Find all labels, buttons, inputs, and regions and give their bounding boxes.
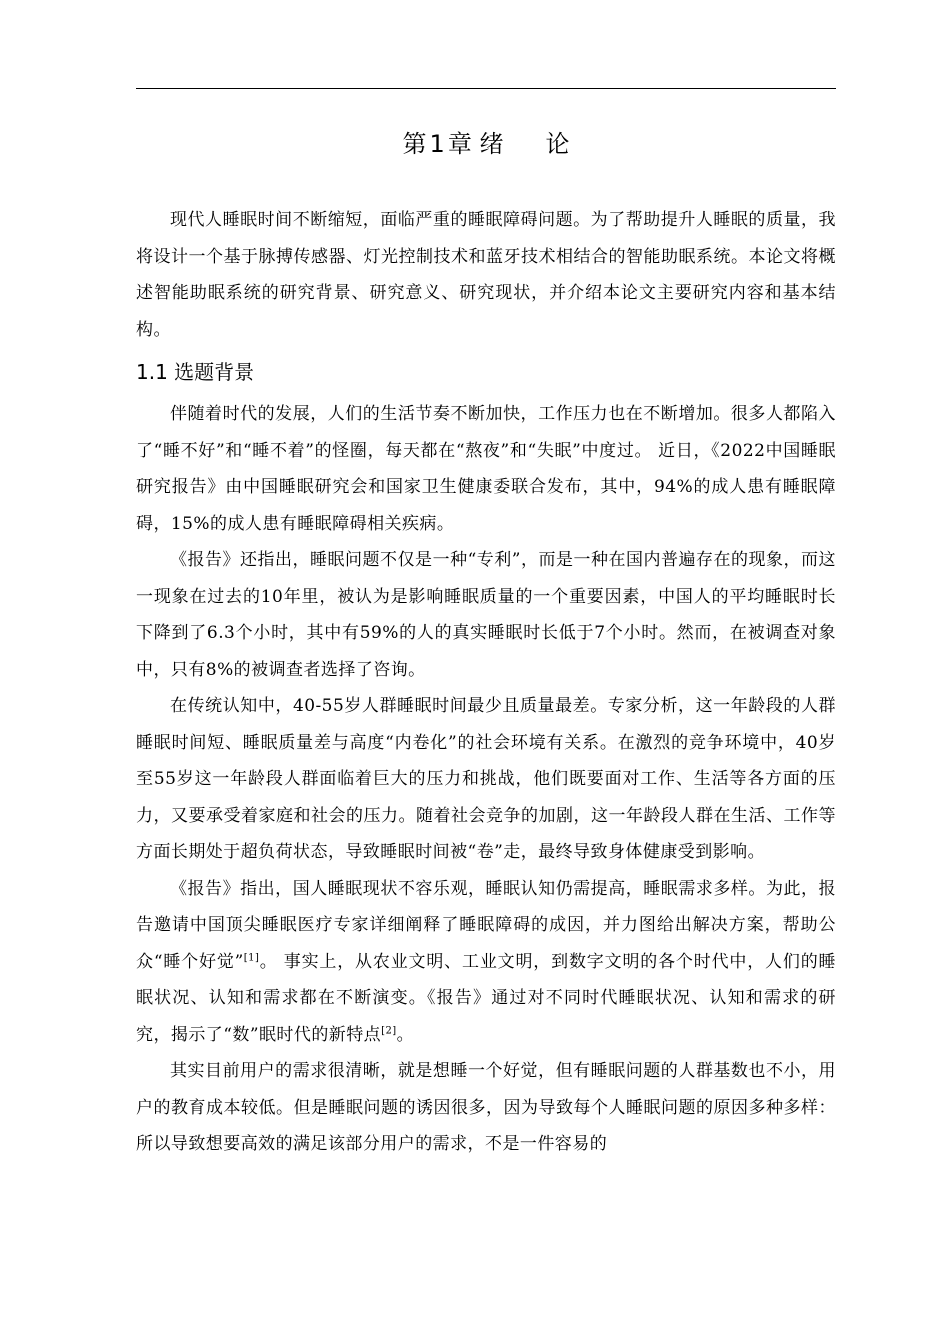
- chapter-number: 1: [429, 130, 445, 158]
- paragraph-4: [136, 871, 836, 1054]
- paragraph-4-part-a: 《报告》指出，国人睡眠现状不容乐观，睡眠认知仍需提高，睡眠需求多样。为此，报告邀请中国顶尖睡眠医疗专家详细阐释了睡眠障碍的成因，并力图给出解决方案，帮助公众“睡个好觉”: [136, 878, 836, 972]
- paragraph-5: 其实目前用户的需求很清晰，就是想睡一个好觉，但有睡眠问题的人群基数也不小，用户的教育成本较低。但是睡眠问题的诱因很多，因为导致每个人睡眠问题的原因多种多样：所以导致想要高效的满足该部分用户的需求，不是一件容易的: [136, 1061, 836, 1154]
- section-heading: [136, 354, 836, 390]
- chapter-suffix: 章: [447, 130, 472, 158]
- paragraph-4-part-c: 。: [396, 1024, 415, 1045]
- header-rule: [136, 88, 836, 89]
- section-number: 1.1: [136, 360, 168, 384]
- paragraph-1: 伴随着时代的发展，人们的生活节奏不断加快，工作压力也在不断增加。很多人都陷入了“睡不好”和“睡不着”的怪圈，每天都在“熬夜”和“失眠”中度过。 近日，《2022中国睡眠研究报告》由中国睡眠研究会和国家卫生健康委联合发布，其中，94%的成人患有睡眠障碍，15%的成人患有睡眠障碍相关疾病。: [136, 404, 836, 534]
- intro-paragraph: 现代人睡眠时间不断缩短，面临严重的睡眠障碍问题。为了帮助提升人睡眠的质量，我将设计一个基于脉搏传感器、灯光控制技术和蓝牙技术相结合的智能助眠系统。本论文将概述智能助眠系统的研究背景、研究意义、研究现状，并介绍本论文主要研究内容和基本结构。: [136, 210, 836, 340]
- paragraph-3: 在传统认知中，40-55岁人群睡眠时间最少且质量最差。专家分析，这一年龄段的人群睡眠时间短、睡眠质量差与高度“内卷化”的社会环境有关系。在激烈的竞争环境中，40岁至55岁这一年龄段人群面临着巨大的压力和挑战，他们既要面对工作、生活等各方面的压力，又要承受着家庭和社会的压力。随着社会竞争的加剧，这一年龄段人群在生活、工作等方面长期处于超负荷状态，导致睡眠时间被“卷”走，最终导致身体健康受到影响。: [136, 696, 836, 862]
- chapter-word-1: 绪: [479, 130, 504, 158]
- paragraph-2: 《报告》还指出，睡眠问题不仅是一种“专利”，而是一种在国内普遍存在的现象，而这一现象在过去的10年里，被认为是影响睡眠质量的一个重要因素，中国人的平均睡眠时长下降到了6.3个小时，其中有59%的人的真实睡眠时长低于7个小时。然而，在被调查对象中，只有8%的被调查者选择了咨询。: [136, 550, 836, 680]
- chapter-prefix: 第: [402, 130, 427, 158]
- chapter-word-2: 论: [545, 130, 570, 158]
- paragraph-4-part-b: 。 事实上，从农业文明、工业文明，到数字文明的各个时代中，人们的睡眠状况、认知和需求都在不断演变。《报告》通过对不同时代睡眠状况、认知和需求的研究，揭示了“数”眠时代的新特点: [136, 951, 836, 1045]
- body-text: [136, 202, 836, 1163]
- chapter-title: [136, 126, 836, 162]
- citation-1[interactable]: [1]: [243, 951, 260, 963]
- section-title: 选题背景: [174, 360, 255, 384]
- citation-2[interactable]: [2]: [381, 1024, 397, 1036]
